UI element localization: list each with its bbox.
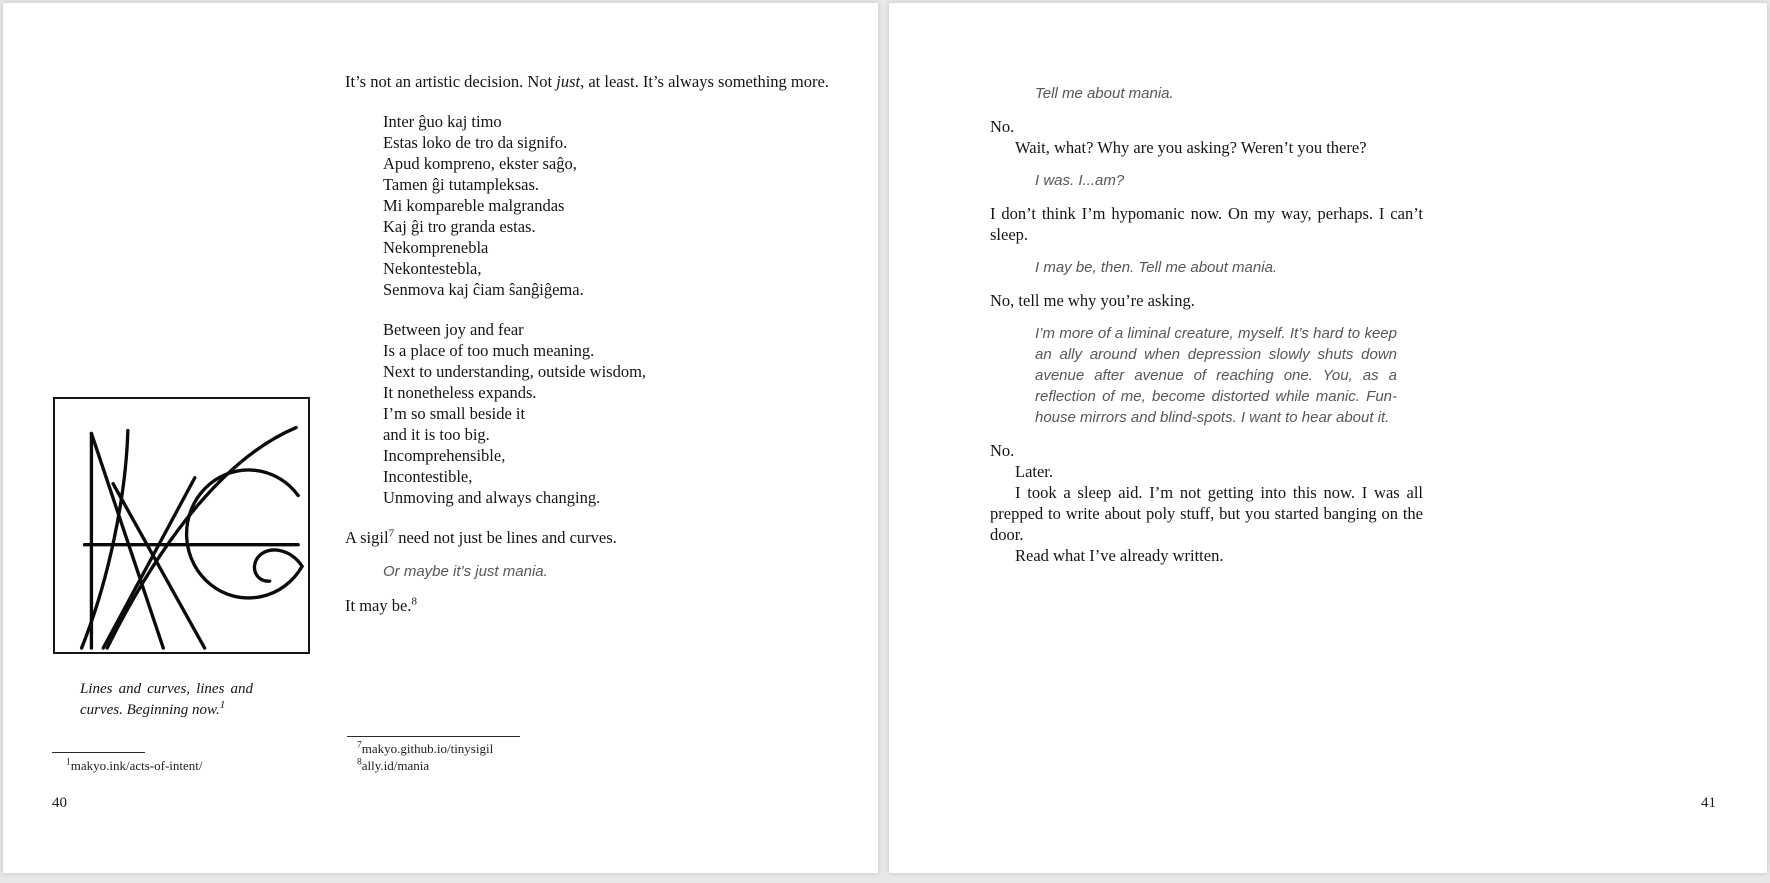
sigil-stroke-circle [187, 470, 303, 598]
poem-line: Next to understanding, outside wisdom, [383, 362, 647, 381]
footnote-marker-8: 8 [357, 757, 362, 768]
opening-paragraph [345, 71, 837, 92]
footnote-marker-1: 1 [66, 757, 71, 768]
footnote-ref-7: 7 [388, 527, 395, 540]
poem-line: It nonetheless expands. [383, 383, 537, 402]
dialogue-line: Read what I’ve already written. [1015, 546, 1224, 565]
right-main-column [990, 71, 1423, 566]
sigil-drawing [55, 399, 308, 652]
poem-line: Inter ĝuo kaj timo [383, 112, 502, 131]
image-caption [80, 679, 253, 721]
sigil-sentence-pre: A sigil [345, 528, 389, 547]
poem-line: Incontestible, [383, 467, 473, 486]
dialogue-line: No. [990, 441, 1015, 460]
sigil-stroke-diagonal [91, 433, 163, 648]
dialogue-line: Wait, what? Why are you asking? Weren’t you there? [1015, 138, 1367, 157]
poem-line: Nekontestebla, [383, 259, 482, 278]
footnote-margin [66, 758, 203, 775]
sigil-stroke-x-right [103, 478, 195, 648]
dialogue-aside-block: I’m more of a liminal creature, myself. It’s hard to keep an ally around when depression slowly shuts down avenue after avenue of reaching one. You, as a reflection of me, become distorted while manic. Fun-house mirrors and blind-spots. I want to hear about it. [1035, 325, 1397, 426]
dialogue-aside: I may be, then. Tell me about mania. [1035, 259, 1278, 276]
footnote-url-8: ally.id/mania [361, 757, 430, 773]
dialogue-paragraph: I don’t think I’m hypomanic now. On my way, perhaps. I can’t sleep. [990, 204, 1423, 244]
dialogue-paragraph: I took a sleep aid. I’m not getting into this now. I was all prepped to write about poly stuff, but you started banging on the door. [990, 483, 1423, 544]
footnote-ref-1: 1 [219, 699, 226, 711]
poem-line: Senmova kaj ĉiam ŝanĝiĝema. [383, 280, 584, 299]
sigil-sentence-post: need not just be lines and curves. [394, 528, 617, 547]
poem-line: and it is too big. [383, 425, 490, 444]
footnote-line [357, 758, 493, 775]
poem-line: I’m so small beside it [383, 404, 526, 423]
footnote-ref-8: 8 [411, 595, 417, 608]
page-number-right: 41 [1701, 795, 1716, 811]
footnote-url-1: makyo.ink/acts-of-intent/ [70, 758, 203, 773]
sigil-sentence [345, 527, 837, 548]
page-number-left: 40 [52, 795, 67, 811]
reply-sentence [345, 595, 837, 616]
poem-line: Apud kompreno, ekster saĝo, [383, 154, 577, 173]
reply-text: It may be. [345, 596, 412, 615]
opening-pre: It’s not an artistic decision. Not [345, 72, 557, 91]
poem-stanza-esperanto [345, 111, 837, 300]
dialogue-line: Later. [1015, 462, 1054, 481]
poem-line: Tamen ĝi tutampleksas. [383, 175, 540, 194]
poem-line: Kaj ĝi tro granda estas. [383, 217, 536, 236]
poem-line: Unmoving and always changing. [383, 488, 601, 507]
footnotes-main [357, 741, 493, 774]
poem-line: Between joy and fear [383, 320, 524, 339]
poem-line: Is a place of too much meaning. [383, 341, 595, 360]
opening-emphasis: just [556, 72, 581, 91]
poem-line: Incomprehensible, [383, 446, 506, 465]
sigil-stroke-sweep-curve [107, 428, 296, 649]
dialogue-line: No. [990, 117, 1015, 136]
footnote-rule-margin [52, 752, 145, 753]
footnote-line [357, 741, 493, 758]
book-page-left [3, 3, 878, 873]
dialogue-aside: Tell me about mania. [1035, 85, 1174, 102]
poem-line: Mi kompareble malgrandas [383, 196, 565, 215]
book-page-right [889, 3, 1767, 873]
footnote-url-7: makyo.github.io/tinysigil [361, 741, 494, 756]
opening-post: , at least. It’s always something more. [580, 72, 829, 91]
footnote-marker-7: 7 [357, 740, 362, 751]
left-main-column [345, 71, 837, 616]
poem-line: Estas loko de tro da signifo. [383, 133, 568, 152]
sigil-image [53, 397, 310, 654]
dialogue-aside: I was. I...am? [1035, 172, 1125, 189]
footnote-rule-main [347, 736, 520, 737]
caption-text: Lines and curves, lines and curves. Beginning now. [80, 681, 253, 718]
poem-line: Nekomprenebla [383, 238, 489, 257]
dialogue-line: No, tell me why you’re asking. [990, 291, 1195, 310]
dialogue-aside: Or maybe it’s just mania. [383, 563, 548, 580]
poem-stanza-english [345, 319, 837, 508]
